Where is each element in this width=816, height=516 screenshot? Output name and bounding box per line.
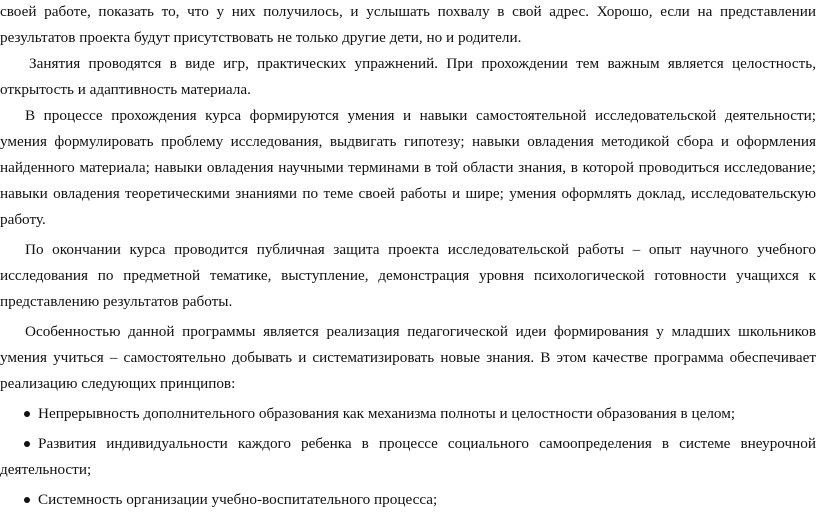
bullet-item-individuality [0, 431, 816, 483]
bullet-text: Непрерывность дополнительного образования как механизма полноты и целостности образования в целом; [38, 405, 736, 422]
paragraph-lesson-format: Занятия проводятся в виде игр, практических упражнений. При прохождении тем важным является целостность, открытость и адаптивность материала. [0, 55, 816, 98]
paragraph-results-presentation: своей работе, показать то, что у них получилось, и услышать похвалу в свой адрес. Хорошо, если на представлении результатов проекта будут присутствовать не только другие дети, но и родители. [0, 3, 816, 46]
bullet-icon [24, 497, 30, 503]
bullet-text: Системность организации учебно-воспитательного процесса; [38, 491, 438, 508]
bullet-item-continuity [0, 401, 816, 427]
paragraph-public-defense: По окончании курса проводится публичная защита проекта исследовательской работы – опыт научного учебного исследования по предметной тематике, выступление, демонстрация уровня психологической готовности учащихся к представлению результатов работы. [0, 241, 816, 310]
bullet-icon [24, 411, 30, 417]
paragraph-skills: В процессе прохождения курса формируются умения и навыки самостоятельной исследовательской деятельности; умения формулировать проблему исследования, выдвигать гипотезу; навыки овладения методикой сбора и оформления найденного материала; навыки овладения научными терминами в той области знания, в которой проводиться исследование; навыки овладения теоретическими знаниями по теме своей работы и шире; умения оформлять доклад, исследовательскую работу. [0, 107, 816, 228]
bullet-icon [24, 441, 30, 447]
bullet-item-systematicity [0, 487, 816, 513]
bullet-text: Развития индивидуальности каждого ребенка в процессе социального самоопределения в системе внеурочной деятельности; [0, 435, 816, 478]
paragraph-program-features: Особенностью данной программы является реализация педагогической идеи формирования у младших школьников умения учиться – самостоятельно добывать и систематизировать новые знания. В этом качестве программа обеспечивает реализацию следующих принципов: [0, 323, 816, 392]
